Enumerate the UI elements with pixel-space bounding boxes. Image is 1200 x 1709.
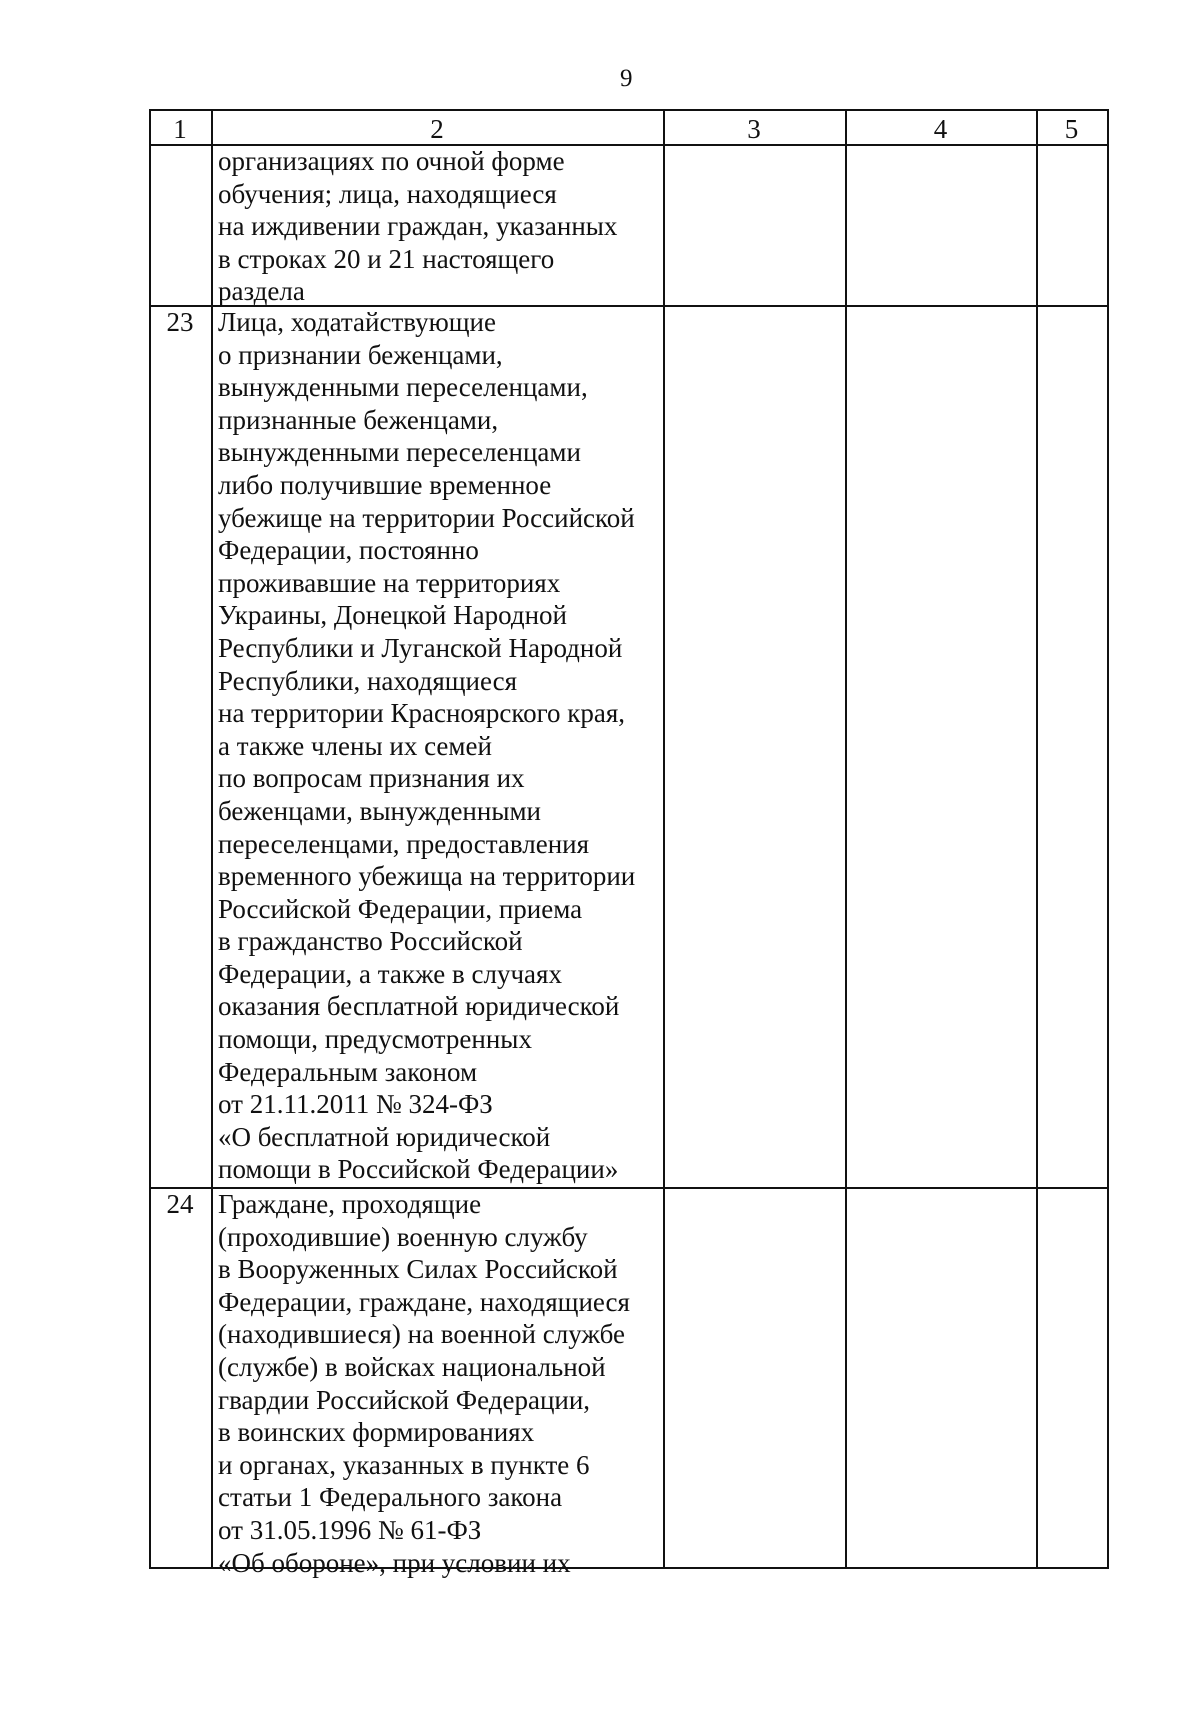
text-line: обучения; лица, находящиеся (218, 178, 557, 209)
text-line: Граждане, проходящие (218, 1189, 482, 1219)
text-line: (проходившие) военную службу (218, 1221, 588, 1252)
text-line: о признании беженцами, (218, 339, 503, 370)
text-line: в строках 20 и 21 настоящего (218, 243, 555, 274)
text-line: «Об обороне», при условии их (218, 1547, 571, 1578)
text-line: «О бесплатной юридической (218, 1121, 551, 1152)
column-header: 5 (1064, 114, 1079, 144)
text-line: гвардии Российской Федерации, (218, 1384, 591, 1415)
text-line: (службе) в войсках национальной (218, 1351, 606, 1382)
benefits-table (149, 109, 1109, 1578)
row-24-text (218, 1188, 656, 1579)
text-line: по вопросам признания их (218, 763, 525, 794)
text-line: статьи 1 Федерального закона (218, 1482, 563, 1513)
text-line: от 21.11.2011 № 324-ФЗ (218, 1089, 493, 1120)
text-line: временного убежища на территории (218, 861, 636, 892)
text-line: оказания бесплатной юридической (218, 991, 620, 1022)
text-line: Республики, находящиеся (218, 665, 518, 696)
text-line: вынужденными переселенцами (218, 437, 581, 468)
row-number: 23 (166, 307, 194, 337)
text-line: Федерации, а также в случаях (218, 958, 562, 989)
text-line: вынужденными переселенцами, (218, 372, 588, 403)
text-line: либо получившие временное (218, 469, 552, 500)
text-line: признанные беженцами, (218, 404, 499, 435)
text-line: а также члены их семей (218, 730, 492, 761)
text-line: Федерации, граждане, находящиеся (218, 1286, 630, 1317)
column-header: 1 (173, 114, 187, 144)
text-line: Республики и Луганской Народной (218, 632, 623, 663)
text-line: в воинских формированиях (218, 1417, 535, 1448)
text-line: в гражданство Российской (218, 926, 523, 957)
text-line: от 31.05.1996 № 61-ФЗ (218, 1514, 482, 1545)
column-header: 4 (933, 114, 948, 144)
text-line: убежище на территории Российской (218, 502, 635, 533)
text-line: беженцами, вынужденными (218, 795, 541, 826)
text-line: переселенцами, предоставления (218, 828, 590, 859)
table-border (845, 109, 847, 1569)
text-line: проживавшие на территориях (218, 567, 561, 598)
table-border (1107, 109, 1109, 1569)
text-line: (находившиеся) на военной службе (218, 1319, 626, 1350)
text-line: на территории Красноярского края, (218, 698, 625, 729)
text-line: Федерации, постоянно (218, 535, 479, 566)
row-23-text (218, 306, 656, 1186)
text-line: раздела (218, 276, 305, 307)
row-number: 24 (166, 1189, 194, 1219)
text-line: помощи в Российской Федерации» (218, 1154, 619, 1185)
table-border (1036, 109, 1038, 1569)
text-line: Украины, Донецкой Народной (218, 600, 567, 631)
column-header: 3 (747, 114, 761, 144)
text-line: Лица, ходатайствующие (218, 307, 496, 337)
text-line: в Вооруженных Силах Российской (218, 1254, 618, 1285)
text-line: Российской Федерации, приема (218, 893, 583, 924)
table-border (663, 109, 665, 1569)
text-line: организациях по очной форме (218, 146, 565, 176)
text-line: на иждивении граждан, указанных (218, 211, 618, 242)
table-row-continuation-text (218, 145, 656, 308)
table-border (211, 109, 213, 1569)
page-number: 9 (620, 65, 633, 92)
table-border (149, 109, 1109, 111)
text-line: помощи, предусмотренных (218, 1024, 532, 1055)
text-line: и органах, указанных в пункте 6 (218, 1449, 590, 1480)
text-line: Федеральным законом (218, 1056, 478, 1087)
column-header: 2 (430, 114, 444, 144)
